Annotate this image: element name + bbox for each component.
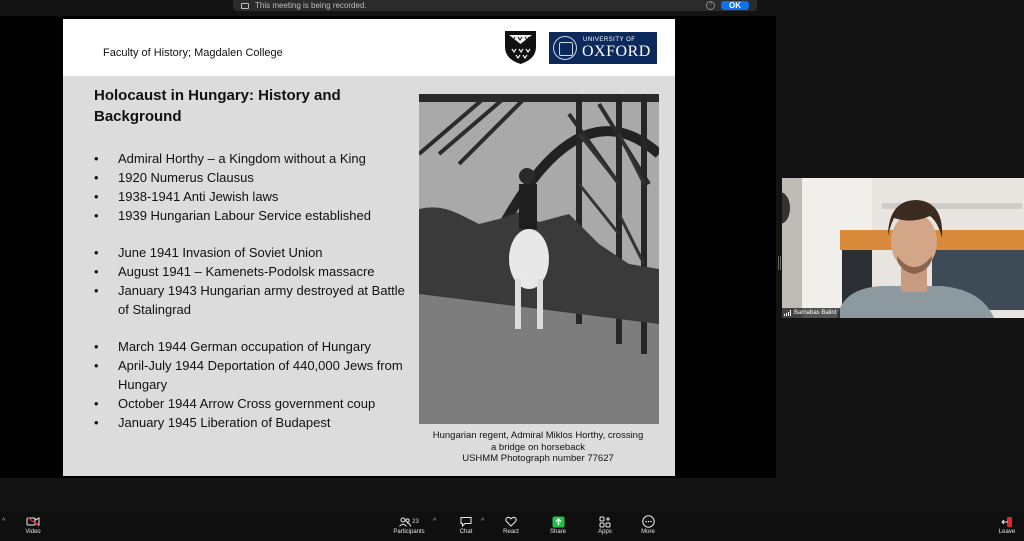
chevron-up-icon[interactable]: ^ bbox=[433, 518, 437, 525]
heart-icon bbox=[505, 516, 517, 527]
split-view-handle[interactable] bbox=[778, 256, 781, 270]
bullet-item: • August 1941 – Kamenets-Podolsk massacre bbox=[94, 262, 414, 281]
chat-label: Chat bbox=[459, 529, 473, 535]
shared-screen bbox=[0, 16, 776, 478]
caption-line3: USHMM Photograph number 77627 bbox=[462, 453, 614, 464]
recording-icon bbox=[241, 3, 249, 9]
apps-icon bbox=[599, 516, 611, 528]
meeting-toolbar bbox=[0, 512, 1024, 541]
historical-photo bbox=[419, 94, 659, 424]
info-icon[interactable]: ? bbox=[706, 1, 715, 10]
share-screen-icon bbox=[552, 516, 565, 528]
magdalen-crest-icon bbox=[503, 29, 538, 65]
share-button[interactable] bbox=[546, 514, 570, 535]
chat-icon bbox=[460, 516, 472, 527]
share-label: Share bbox=[549, 529, 566, 535]
leave-label: Leave bbox=[998, 529, 1016, 535]
oxford-logo-top: UNIVERSITY OF bbox=[583, 37, 636, 43]
react-button[interactable] bbox=[499, 514, 523, 535]
video-label: Video bbox=[25, 529, 41, 535]
more-label: More bbox=[641, 529, 655, 535]
bullet-item: • 1939 Hungarian Labour Service established bbox=[94, 206, 414, 225]
caption-line2: a bridge on horseback bbox=[490, 441, 585, 453]
participants-label: Participants bbox=[393, 529, 425, 535]
participants-button[interactable] bbox=[389, 514, 429, 535]
oxford-logo bbox=[549, 32, 657, 64]
bullet-item: • January 1945 Liberation of Budapest bbox=[94, 413, 414, 432]
bullet-item: • April-July 1944 Deportation of 440,000 Jews from Hungary bbox=[94, 356, 414, 394]
slide-title-line1: Holocaust in Hungary: History and bbox=[94, 87, 341, 104]
more-icon bbox=[642, 515, 655, 528]
bullet-list bbox=[94, 149, 414, 432]
bullet-item: • March 1944 German occupation of Hungary bbox=[94, 337, 414, 356]
presentation-slide bbox=[63, 19, 675, 476]
photo-caption bbox=[413, 430, 663, 465]
video-off-icon bbox=[26, 516, 40, 527]
slide-header bbox=[63, 19, 675, 76]
participants-icon bbox=[399, 517, 411, 527]
ok-button[interactable]: OK bbox=[721, 1, 749, 10]
bullet-item: • 1920 Numerus Clausus bbox=[94, 168, 414, 187]
caption-line1: Hungarian regent, Admiral Miklos Horthy, crossing bbox=[432, 430, 644, 441]
more-button[interactable] bbox=[636, 514, 660, 535]
faculty-label: Faculty of History; Magdalen College bbox=[103, 47, 283, 59]
bullet-item: • Admiral Horthy – a Kingdom without a King bbox=[94, 149, 414, 168]
chat-button[interactable] bbox=[454, 514, 478, 535]
participants-count: 23 bbox=[412, 518, 419, 525]
slide-title bbox=[94, 85, 394, 127]
apps-label: Apps bbox=[598, 529, 612, 535]
bullet-item: • January 1943 Hungarian army destroyed at Battle of Stalingrad bbox=[94, 281, 414, 319]
signal-icon bbox=[784, 310, 791, 316]
participant-video[interactable] bbox=[782, 178, 1024, 318]
chevron-up-icon[interactable]: ^ bbox=[481, 518, 485, 525]
leave-icon bbox=[1001, 516, 1013, 528]
bullet-item: • 1938-1941 Anti Jewish laws bbox=[94, 187, 414, 206]
participant-name-tag bbox=[782, 308, 840, 318]
video-button[interactable] bbox=[22, 514, 44, 535]
oxford-logo-main: OXFORD bbox=[582, 43, 651, 60]
slide-title-line2: Background bbox=[94, 108, 182, 125]
participant-name: Barnabas Balint bbox=[794, 310, 837, 316]
chevron-up-icon[interactable]: ^ bbox=[2, 518, 6, 525]
recording-message: This meeting is being recorded. bbox=[255, 1, 367, 10]
oxford-seal-icon bbox=[553, 36, 577, 60]
apps-button[interactable] bbox=[593, 514, 617, 535]
video-feed bbox=[782, 178, 1024, 318]
react-label: React bbox=[503, 529, 519, 535]
bullet-item: • October 1944 Arrow Cross government coup bbox=[94, 394, 414, 413]
recording-notification bbox=[233, 0, 757, 11]
leave-button[interactable] bbox=[996, 514, 1018, 535]
bullet-item: • June 1941 Invasion of Soviet Union bbox=[94, 243, 414, 262]
